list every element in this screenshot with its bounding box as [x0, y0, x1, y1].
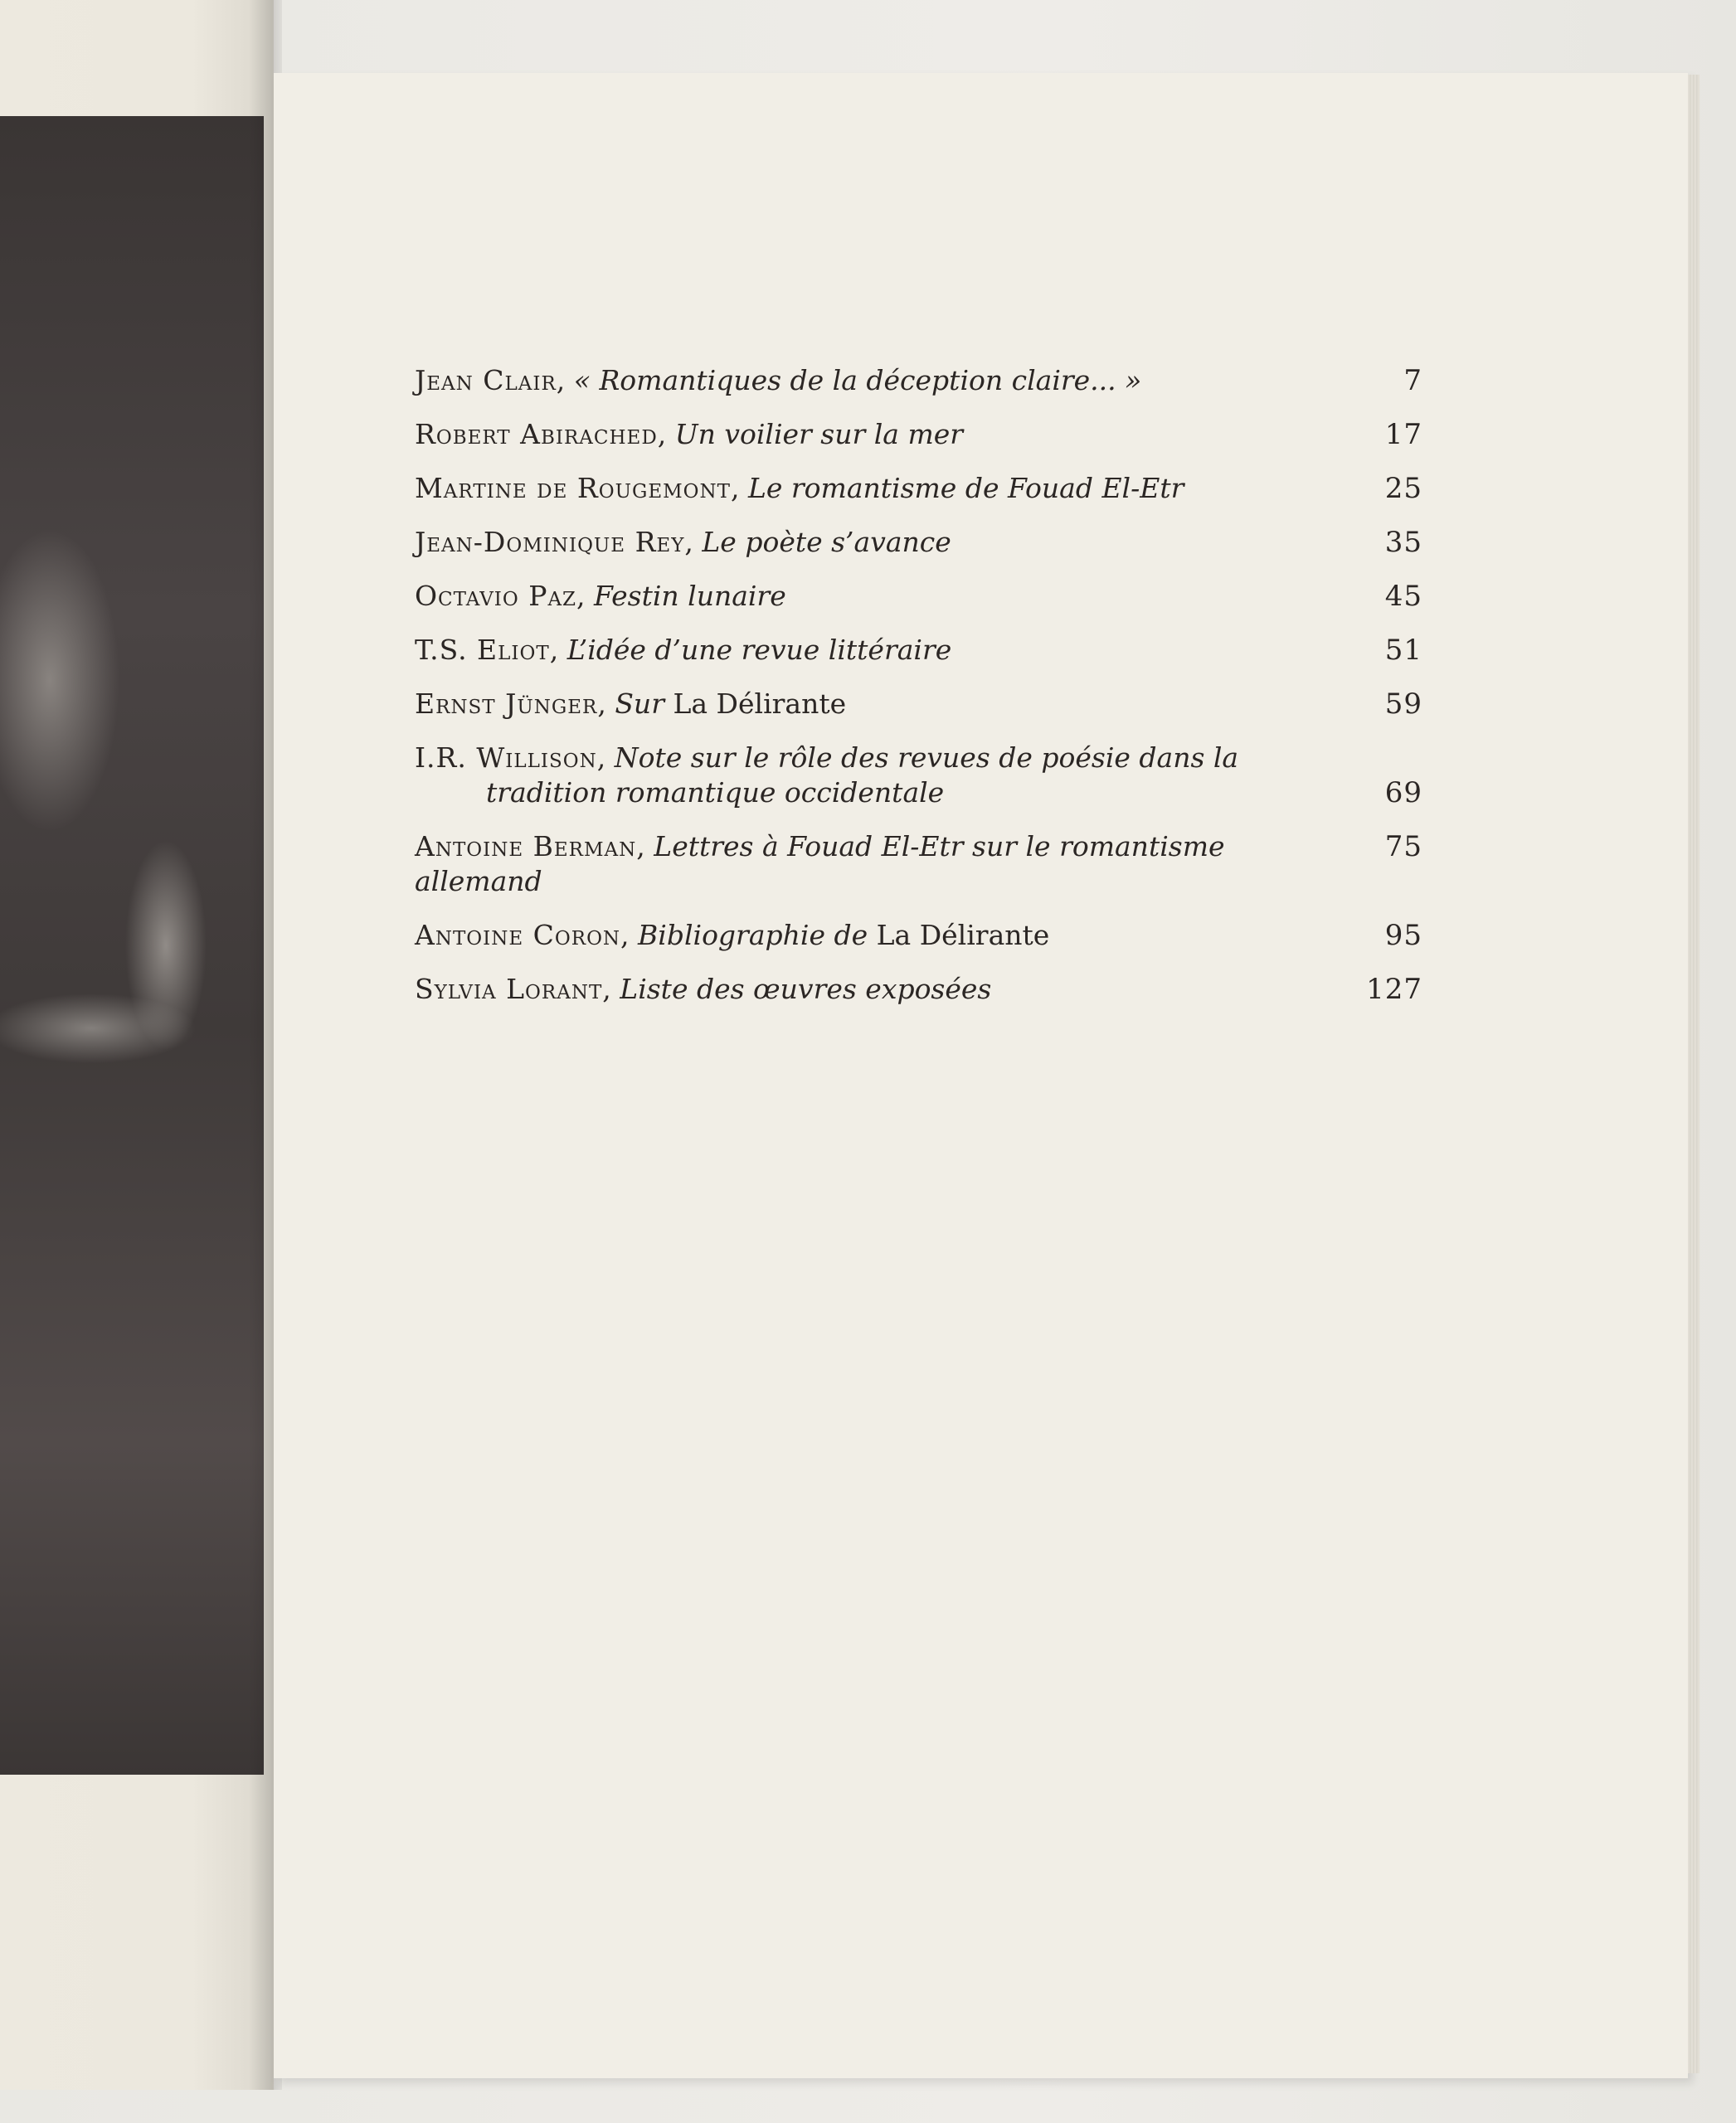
toc-entry-text [415, 471, 1356, 506]
toc-separator: , [596, 741, 615, 774]
toc-author: Ernst Jünger [415, 687, 598, 720]
toc-separator: , [657, 418, 675, 450]
toc-page-number: 17 [1384, 418, 1422, 451]
toc-page-number: 75 [1384, 830, 1422, 863]
toc-author: Robert Abirached [415, 418, 658, 450]
toc-separator: , [556, 364, 574, 396]
toc-page-number: 127 [1366, 973, 1422, 1006]
toc-entry-text [415, 829, 1356, 899]
toc-separator: , [730, 472, 748, 504]
toc-separator: , [576, 580, 595, 612]
toc-title: L’idée d’une revue littéraire [567, 634, 952, 666]
toc-entry [415, 417, 1422, 452]
toc-entry [415, 363, 1422, 398]
toc-page-number: 69 [1384, 776, 1422, 809]
toc-author: Sylvia Lorant [415, 973, 603, 1005]
toc-separator: , [684, 526, 703, 558]
toc-entry-text [415, 417, 1356, 452]
toc-entry [415, 687, 1422, 721]
toc-page-number: 35 [1384, 526, 1422, 559]
toc-title: Lettres à Fouad El-Etr sur le romantisme allemand [415, 830, 1225, 897]
toc-author: Martine de Rougemont [415, 472, 731, 504]
toc-page-number: 59 [1384, 687, 1422, 721]
toc-entry-text [415, 741, 1356, 810]
toc-author: Antoine Coron [415, 919, 621, 951]
toc-page-number: 51 [1384, 634, 1422, 667]
toc-author: T.S. Eliot [415, 634, 550, 666]
toc-title-roman: La Délirante [664, 687, 847, 720]
toc-entry [415, 741, 1422, 810]
toc-title: Bibliographie de [638, 919, 868, 951]
toc-entry-text [415, 579, 1356, 614]
left-page-photograph [0, 116, 264, 1775]
toc-title: Le romantisme de Fouad El-Etr [747, 472, 1184, 504]
toc-entry-text [415, 687, 1356, 721]
left-page [0, 0, 274, 2090]
toc-author: Antoine Berman [415, 830, 637, 862]
toc-title: « Romantiques de la déception claire... » [573, 364, 1142, 396]
toc-title: Note sur le rôle des revues de poésie dans la tradition romantique occidentale [486, 741, 1239, 809]
page-edges [1688, 75, 1700, 2073]
toc-separator: , [549, 634, 567, 666]
toc-title: Liste des œuvres exposées [620, 973, 992, 1005]
toc-entry [415, 972, 1422, 1007]
toc-title-roman: La Délirante [868, 919, 1050, 951]
toc-entry [415, 579, 1422, 614]
toc-entry [415, 633, 1422, 668]
toc-author: Jean Clair [415, 364, 557, 396]
toc-author: Octavio Paz [415, 580, 577, 612]
toc-title: Festin lunaire [594, 580, 786, 612]
toc-entry-text [415, 972, 1356, 1007]
toc-entry-text [415, 918, 1356, 953]
toc-page-number: 25 [1384, 472, 1422, 505]
toc-page-number: 7 [1403, 364, 1422, 397]
toc-title: Le poète s’avance [702, 526, 951, 558]
toc-entry [415, 829, 1422, 899]
toc-separator: , [620, 919, 639, 951]
toc-entry [415, 918, 1422, 953]
toc-author: Jean-Dominique Rey [415, 526, 685, 558]
toc-entry [415, 525, 1422, 560]
table-of-contents [415, 363, 1422, 1026]
toc-title: Un voilier sur la mer [674, 418, 964, 450]
toc-separator: , [636, 830, 654, 862]
toc-author: I.R. Willison [415, 741, 597, 774]
toc-entry [415, 471, 1422, 506]
toc-title: Sur [615, 687, 664, 720]
toc-separator: , [602, 973, 620, 1005]
toc-separator: , [597, 687, 615, 720]
toc-entry-text [415, 363, 1356, 398]
toc-page-number: 45 [1384, 580, 1422, 613]
toc-entry-text [415, 525, 1356, 560]
toc-entry-text [415, 633, 1356, 668]
toc-page-number: 95 [1384, 919, 1422, 952]
